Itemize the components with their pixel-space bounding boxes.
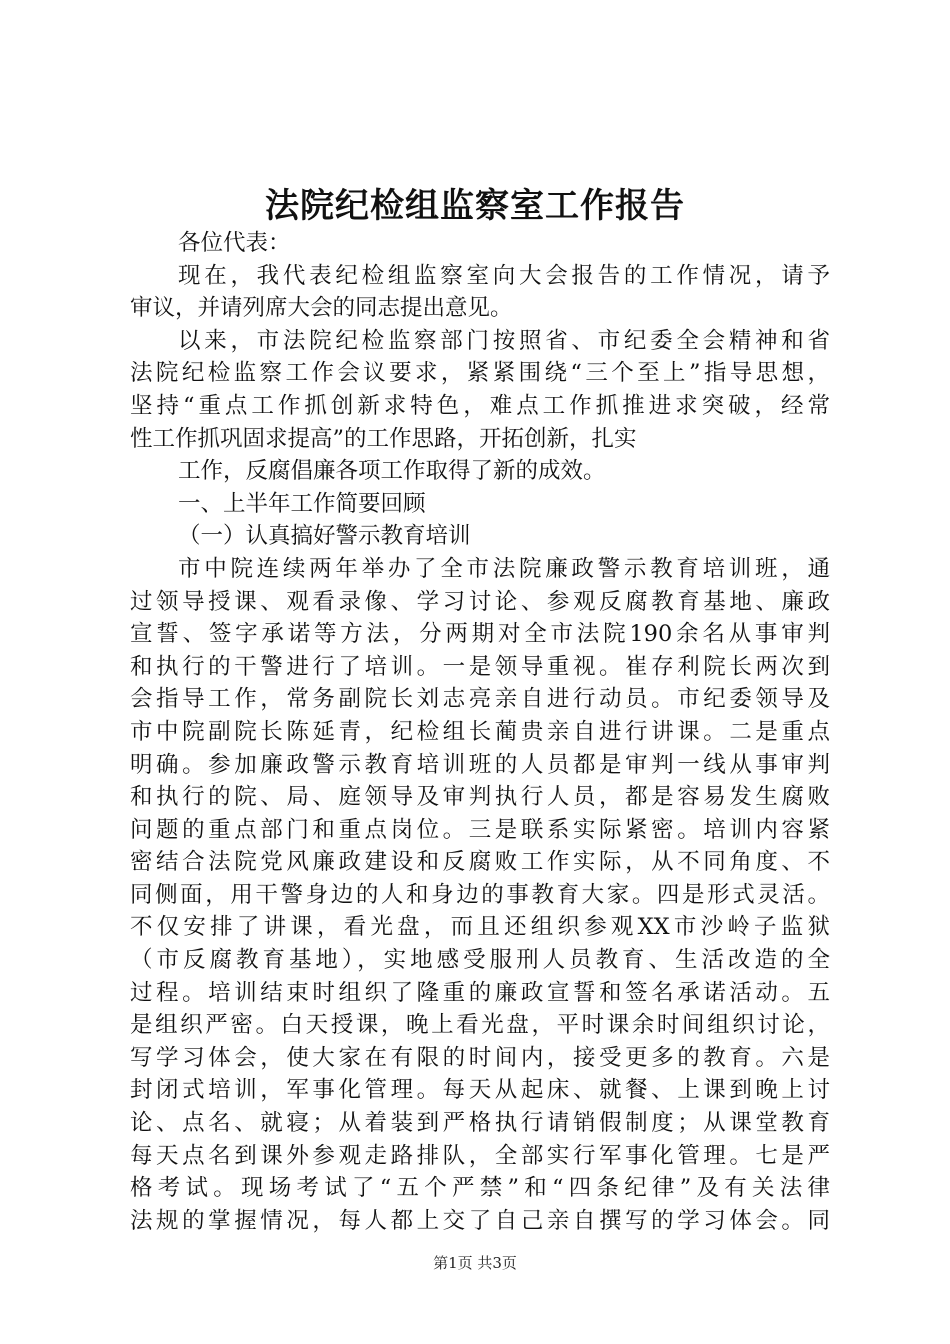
- salutation-line: 各位代表：: [178, 230, 291, 256]
- body-line: 坚持“重点工作抓创新求特色，难点工作抓推进求突破，经常: [130, 392, 830, 419]
- body-line: 封闭式培训，军事化管理。每天从起床、就餐、上课到晚上讨: [130, 1077, 830, 1104]
- section-heading: 一、上半年工作简要回顾: [178, 490, 426, 517]
- body-line: 性工作抓巩固求提高”的工作思路，开拓创新，扎实: [130, 425, 637, 452]
- body-line: 密结合法院党风廉政建设和反腐败工作实际，从不同角度、不: [130, 849, 830, 876]
- body-line: 市中院副院长陈延青，纪检组长蔺贵亲自进行讲课。二是重点: [130, 718, 830, 745]
- body-line: 过领导授课、观看录像、学习讨论、参观反腐教育基地、廉政: [130, 588, 830, 615]
- body-line: 以来，市法院纪检监察部门按照省、市纪委全会精神和省: [178, 327, 830, 354]
- body-line: 问题的重点部门和重点岗位。三是联系实际紧密。培训内容紧: [130, 816, 830, 843]
- page-number-footer: 第1页 共3页: [433, 1254, 517, 1272]
- body-line: 会指导工作，常务副院长刘志亮亲自进行动员。市纪委领导及: [130, 686, 830, 713]
- body-line: 和执行的干警进行了培训。一是领导重视。崔存利院长两次到: [130, 653, 830, 680]
- subsection-heading: （一）认真搞好警示教育培训: [178, 523, 471, 550]
- body-line: 宣誓、签字承诺等方法，分两期对全市法院190余名从事审判: [130, 621, 830, 648]
- body-line: 同侧面，用干警身边的人和身边的事教育大家。四是形式灵活。: [130, 881, 830, 908]
- body-line: 过程。培训结束时组织了隆重的廉政宣誓和签名承诺活动。五: [130, 979, 830, 1006]
- body-line: 和执行的院、局、庭领导及审判执行人员，都是容易发生腐败: [130, 784, 830, 811]
- body-line: 法院纪检监察工作会议要求，紧紧围绕“三个至上”指导思想，: [130, 360, 830, 387]
- body-line: 法规的掌握情况，每人都上交了自己亲自撰写的学习体会。同: [130, 1207, 830, 1234]
- body-line: （市反腐教育基地），实地感受服刑人员教育、生活改造的全: [130, 947, 830, 974]
- body-line: 格考试。现场考试了“五个严禁”和“四条纪律”及有关法律: [130, 1175, 830, 1202]
- document-body: [130, 227, 830, 1237]
- body-line: 不仅安排了讲课，看光盘，而且还组织参观XX市沙岭子监狱: [130, 914, 830, 941]
- body-line: 审议，并请列席大会的同志提出意见。: [130, 295, 513, 322]
- body-line: 是组织严密。白天授课，晚上看光盘，平时课余时间组织讨论，: [130, 1012, 830, 1039]
- body-line: 现在，我代表纪检组监察室向大会报告的工作情况，请予: [178, 262, 830, 289]
- document-title: 法院纪检组监察室工作报告: [265, 186, 685, 226]
- body-line: 市中院连续两年举办了全市法院廉政警示教育培训班，通: [178, 555, 830, 582]
- body-line: 写学习体会，使大家在有限的时间内，接受更多的教育。六是: [130, 1044, 830, 1071]
- body-line: 论、点名、就寝；从着装到严格执行请销假制度；从课堂教育: [130, 1110, 830, 1137]
- body-line: 工作，反腐倡廉各项工作取得了新的成效。: [178, 458, 606, 485]
- body-line: 每天点名到课外参观走路排队，全部实行军事化管理。七是严: [130, 1142, 830, 1169]
- body-line: 明确。参加廉政警示教育培训班的人员都是审判一线从事审判: [130, 751, 830, 778]
